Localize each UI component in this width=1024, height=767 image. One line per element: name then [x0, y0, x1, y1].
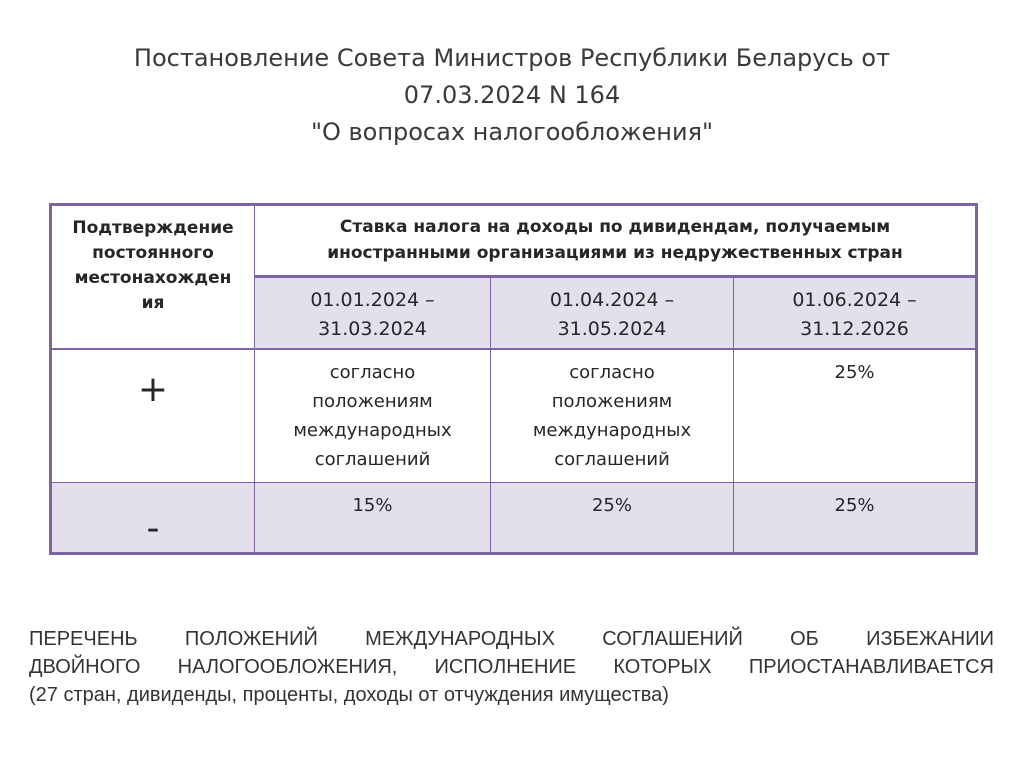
suspended-agreements-notice: [29, 625, 994, 709]
title-line-3: "О вопросах налогообложения": [310, 118, 714, 146]
notice-line-2: ДВОЙНОГО НАЛОГООБЛОЖЕНИЯ, ИСПОЛНЕНИЕ КОТОРЫХ ПРИОСТАНАВЛИВАЕТСЯ: [29, 656, 994, 678]
rate-cell: [491, 483, 734, 554]
header-line: местонахожден: [74, 268, 232, 288]
cell-line: положениям: [551, 390, 673, 412]
cell-line: 15%: [352, 495, 393, 516]
rate-cell: [255, 483, 491, 554]
title-line-1: Постановление Совета Министров Республики Беларусь от: [133, 44, 891, 72]
cell-line: положениям: [312, 390, 433, 412]
period-header-1: [255, 277, 491, 349]
cell-line: 25%: [591, 495, 632, 516]
cell-line: согласно: [329, 361, 416, 383]
header-line: постоянного: [92, 243, 214, 263]
cell-line: согласно: [569, 361, 655, 383]
period-header-2: [491, 277, 734, 349]
title-line-2: 07.03.2024 N 164: [403, 81, 621, 109]
period-header-3: [734, 277, 977, 349]
period-start: 01.06.2024 –: [792, 289, 917, 311]
header-residence-confirmation: [51, 205, 255, 349]
rate-cell: [255, 349, 491, 483]
period-start: 01.01.2024 –: [310, 289, 435, 311]
period-end: 31.03.2024: [318, 318, 427, 340]
cell-line: международных: [293, 419, 452, 441]
header-line: Подтверждение: [72, 218, 234, 238]
period-start: 01.04.2024 –: [549, 289, 675, 311]
rate-cell: [734, 349, 977, 483]
rate-cell: [734, 483, 977, 554]
table-row: [51, 483, 977, 554]
header-line: ия: [141, 293, 165, 313]
cell-line: 25%: [834, 495, 875, 516]
period-end: 31.05.2024: [557, 318, 667, 340]
tax-rate-table: [49, 203, 978, 555]
row-sign-minus: -: [51, 483, 255, 554]
row-sign-plus: +: [51, 349, 255, 483]
cell-line: соглашений: [314, 448, 431, 470]
header-dividend-tax-rate: [255, 205, 977, 277]
notice-line-3: (27 стран, дивиденды, проценты, доходы от отчуждения имущества): [29, 684, 669, 706]
notice-line-1: ПЕРЕЧЕНЬ ПОЛОЖЕНИЙ МЕЖДУНАРОДНЫХ СОГЛАШЕНИЙ ОБ ИЗБЕЖАНИИ: [29, 628, 994, 650]
table-row: [51, 349, 977, 483]
cell-line: 25%: [834, 361, 875, 383]
header-line: иностранными организациями из недружественных стран: [327, 243, 903, 263]
cell-line: международных: [532, 419, 692, 441]
cell-line: соглашений: [554, 448, 670, 470]
page-title: [60, 40, 964, 151]
header-line: Ставка налога на доходы по дивидендам, получаемым: [339, 217, 891, 237]
rate-cell: [491, 349, 734, 483]
period-end: 31.12.2026: [800, 318, 909, 340]
